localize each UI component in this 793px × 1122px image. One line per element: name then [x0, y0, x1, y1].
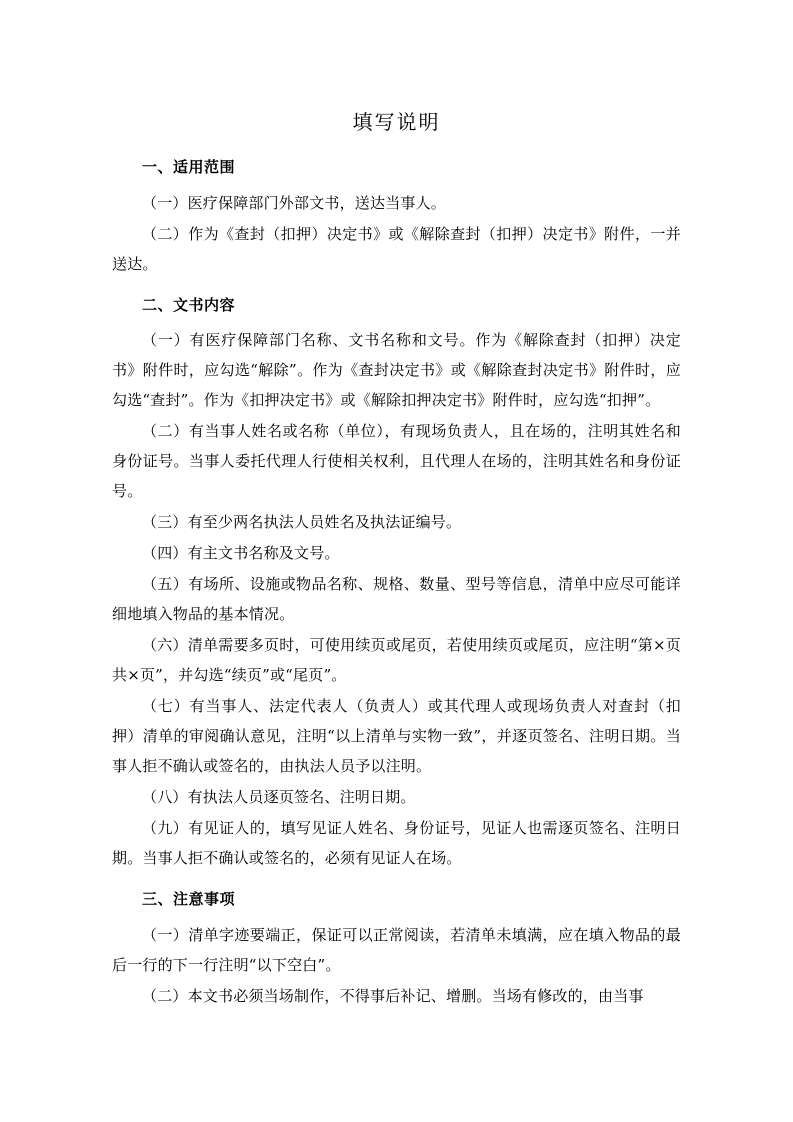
paragraph: （二）作为《查封（扣押）决定书》或《解除查封（扣押）决定书》附件，一并送达。 [112, 224, 681, 273]
paragraph: （一）有医疗保障部门名称、文书名称和文号。作为《解除查封（扣押）决定书》附件时，应勾选“解除”。作为《查封决定书》或《解除查封决定书》附件时，应勾选“查封”。作为《扣押决定书》或《解除扣押决定书》附件时，应勾选“扣押”。 [112, 331, 681, 409]
section-heading: 二、文书内容 [142, 295, 236, 314]
section-heading: 一、适用范围 [142, 158, 236, 176]
paragraph: （九）有见证人的，填写见证人姓名、身份证号，见证人也需逐页签名、注明日期。当事人拒不确认或签名的，必须有见证人在场。 [112, 819, 681, 867]
paragraph: （二）有当事人姓名或名称（单位），有现场负责人，且在场的，注明其姓名和身份证号。当事人委托代理人行使相关权利，且代理人在场的，注明其姓名和身份证号。 [112, 422, 681, 500]
page-title: 填写说明 [352, 110, 441, 134]
paragraph: （三）有至少两名执法人员姓名及执法证编号。 [142, 513, 462, 531]
paragraph: （一）医疗保障部门外部文书，送达当事人。 [142, 193, 447, 212]
paragraph: （四）有主文书名称及文号。 [142, 544, 340, 562]
paragraph: （二）本文书必须当场制作，不得事后补记、增删。当场有修改的，由当事 [142, 986, 644, 1005]
paragraph: （七）有当事人、法定代表人（负责人）或其代理人或现场负责人对查封（扣押）清单的审阅确认意见，注明“以上清单与实物一致”，并逐页签名、注明日期。当事人拒不确认或签名的，由执法人员予以注明。 [112, 697, 681, 775]
paragraph: （一）清单字迹要端正，保证可以正常阅读，若清单未填满，应在填入物品的最后一行的下一行注明“以下空白”。 [112, 925, 681, 974]
paragraph: （八）有执法人员逐页签名、注明日期。 [142, 788, 416, 806]
paragraph: （五）有场所、设施或物品名称、规格、数量、型号等信息，清单中应尽可能详细地填入物品的基本情况。 [112, 575, 681, 623]
paragraph: （六）清单需要多页时，可使用续页或尾页，若使用续页或尾页，应注明“第×页 共×页”，并勾选“续页”或“尾页”。 [112, 636, 681, 684]
section-heading: 三、注意事项 [142, 890, 236, 908]
